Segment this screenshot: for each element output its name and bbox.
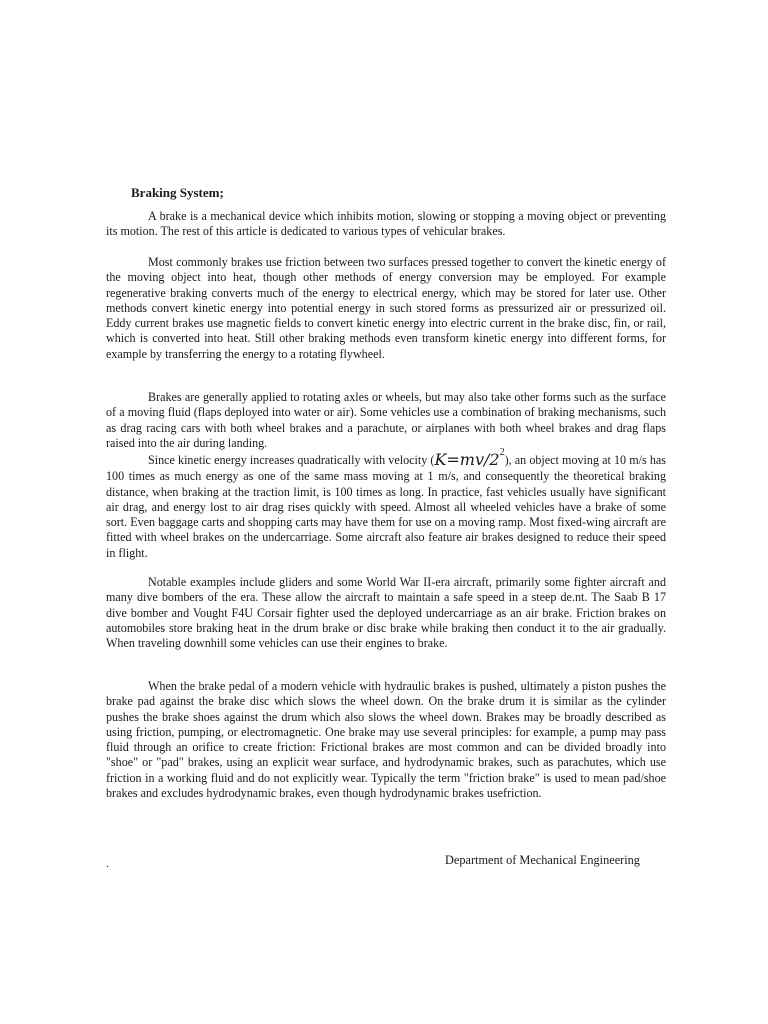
section-heading: Braking System; xyxy=(131,185,224,200)
footer-mark: . xyxy=(106,856,109,870)
footer-department: Department of Mechanical Engineering xyxy=(445,853,640,867)
paragraph-kinetic-energy xyxy=(106,447,666,561)
paragraph-hydraulic-brakes: When the brake pedal of a modern vehicle with hydraulic brakes is pushed, ultimately a piston pushes the brake pad against the brake disc which slows the wheel down. On the brake drum it is similar as the cylinder pushes the brake shoes against the drum which also slows the wheel down. Brakes may be broadly described as using friction, pumping, or electromagnetic. One brake may use several principles: for example, a pump may pass fluid through an orifice to create friction: Frictional brakes are most common and can be divided broadly into "shoe" or "pad" brakes, using an explicit wear surface, and hydrodynamic brakes, such as parachutes, which use friction in a working fluid and do not explicitly wear. Typically the term "friction brake" is used to mean pad/shoe brakes and excludes hydrodynamic brakes, even though hydrodynamic brakes usefriction. xyxy=(106,679,666,801)
kinetic-energy-text-before: Since kinetic energy increases quadratically with velocity ( xyxy=(148,453,435,467)
paragraph-brake-application: Brakes are generally applied to rotating axles or wheels, but may also take other forms such as the surface of a moving fluid (flaps deployed into water or air). Some vehicles use a combination of braking mechanisms, such as drag racing cars with both wheel brakes and a parachute, or airplanes with both wheel brakes and drag flaps raised into the air during landing. xyxy=(106,390,666,450)
formula-superscript: 2 xyxy=(499,447,505,458)
paragraph-brake-definition: A brake is a mechanical device which inhibits motion, slowing or stopping a moving object or preventing its motion. The rest of this article is dedicated to various types of vehicular brakes. xyxy=(106,209,666,239)
paragraph-air-brakes: Notable examples include gliders and some World War II-era aircraft, primarily some fighter aircraft and many dive bombers of the era. These allow the aircraft to maintain a safe speed in a steep de.nt. The Saab B 17 dive bomber and Vought F4U Corsair fighter used the deployed undercarriage as an air brake. Friction brakes on automobiles store braking heat in the drum brake or disc brake while braking then conduct it to the air gradually. When traveling downhill some vehicles can use their engines to brake. xyxy=(106,575,666,651)
kinetic-energy-text-after xyxy=(106,447,666,560)
formula-text: K=mv/2 xyxy=(434,450,500,469)
paragraph-friction-brakes: Most commonly brakes use friction between two surfaces pressed together to convert the kinetic energy of the moving object into heat, though other methods of energy conversion may be employed. For example regenerative braking converts much of the energy to electrical energy, which may be stored for later use. Other methods convert kinetic energy into potential energy in such stored forms as pressurized air or pressurized oil. Eddy current brakes use magnetic fields to convert kinetic energy into electric current in the brake disc, fin, or rail, which is converted into heat. Still other braking methods even transform kinetic energy into different forms, for example by transferring the energy to a rotating flywheel. xyxy=(106,255,666,361)
kinetic-energy-text-rest: ), an object moving at 10 m/s has 100 times as much energy as one of the same mass moving at 1 m/s, and consequently the theoretical braking distance, when braking at the traction limit, is 100 times as long. In practice, fast vehicles usually have significant air drag, and energy lost to air drag rises quickly with speed. Almost all wheeled vehicles have a brake of some sort. Even baggage carts and shopping carts may have them for use on a moving ramp. Most fixed-wing aircraft are fitted with wheel brakes on the undercarriage. Some aircraft also feature air brakes designed to reduce their speed in flight. xyxy=(106,453,666,560)
kinetic-energy-formula xyxy=(434,450,499,469)
